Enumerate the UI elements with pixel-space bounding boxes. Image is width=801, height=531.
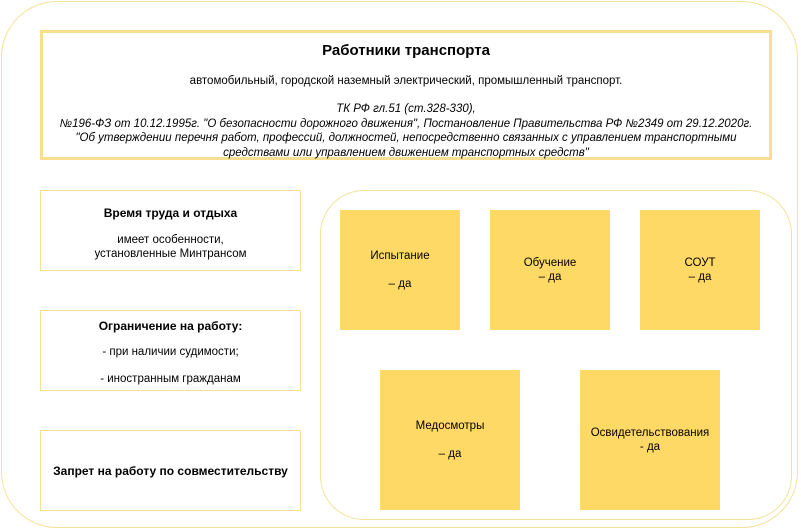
sticky-ispytanie-label: Испытание <box>370 250 430 262</box>
header-title: Работники транспорта <box>322 42 490 59</box>
sticky-osvid-label: Освидетельствования <box>590 427 710 439</box>
restriction-box <box>40 310 301 391</box>
rest-time-desc <box>41 233 300 261</box>
law-line-3: "Об утверждении перечня работ, профессий, должностей, непосредственно связанных с управлением транспортными <box>75 132 737 144</box>
restriction-item-2: - иностранным гражданам <box>100 373 241 385</box>
header-law <box>49 102 763 160</box>
rest-time-box <box>40 190 301 271</box>
law-line-4: средствами или управлением движением транспортных средств" <box>223 146 589 159</box>
law-line-2: №196-ФЗ от 10.12.1995г. "О безопасности дорожного движения", Постановление Правительства РФ №2349 от 29.12.2020г. <box>59 117 753 130</box>
sticky-osvidetelstvovaniya <box>580 370 720 510</box>
rest-time-title: Время труда и отдыха <box>103 206 238 220</box>
sticky-obuchenie-value: – да <box>538 271 562 283</box>
sticky-medosmotry-value: – да <box>438 448 462 460</box>
sticky-sout-value: – да <box>688 271 712 283</box>
restriction-item-1: - при наличии судимости; <box>102 346 239 358</box>
rest-time-line-2: установленные Минтрансом <box>94 248 247 260</box>
sticky-medosmotry-label: Медосмотры <box>415 420 485 432</box>
sticky-obuchenie-label: Обучение <box>523 257 577 269</box>
rest-time-line-1: имеет особенности, <box>117 234 224 246</box>
header-subtitle: автомобильный, городской наземный электрический, промышленный транспорт. <box>189 75 623 87</box>
sticky-obuchenie <box>490 210 610 330</box>
sticky-osvid-value: - да <box>639 441 661 453</box>
ban-box <box>40 430 301 511</box>
sticky-sout-label: СОУТ <box>684 257 716 269</box>
sticky-ispytanie <box>340 210 460 330</box>
sticky-ispytanie-value: – да <box>388 278 412 290</box>
sticky-medosmotry <box>380 370 520 510</box>
law-line-1: ТК РФ гл.51 (ст.328-330), <box>336 103 476 115</box>
restriction-title: Ограничение на работу: <box>98 319 243 333</box>
ban-title: Запрет на работу по совместительству <box>53 464 288 478</box>
header-box <box>40 30 772 160</box>
sticky-sout <box>640 210 760 330</box>
